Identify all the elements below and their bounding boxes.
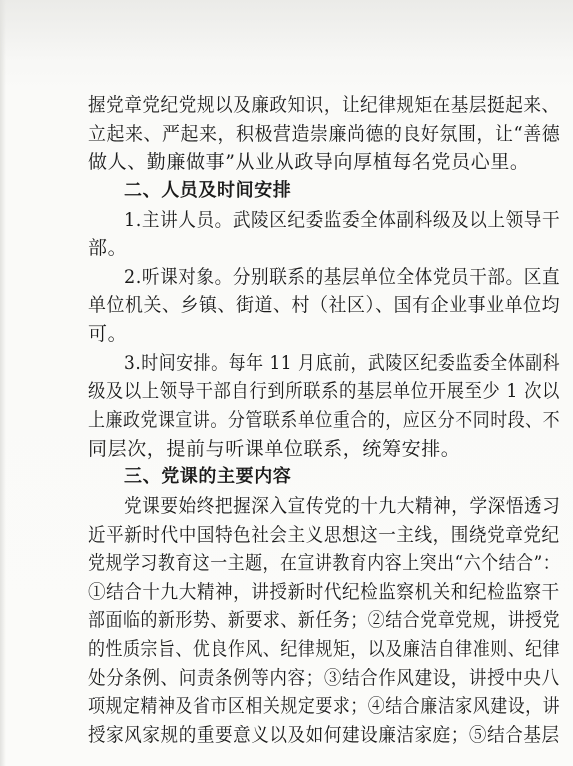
paragraph-line: 级及以上领导干部自行到所联系的基层单位开展至少 1 次以	[88, 380, 560, 402]
paragraph-line: 同层次，提前与听课单位联系，统筹安排。	[88, 438, 461, 460]
paragraph-line: 党规学习教育这一主题，在宣讲教育内容上突出“六个结合”：	[88, 552, 561, 574]
paragraph-line: 的性质宗旨、优良作风、纪律规矩，以及廉洁自律准则、纪律	[88, 638, 561, 660]
paragraph-line: 单位机关、乡镇、街道、村（社区）、国有企业事业单位均	[88, 294, 561, 316]
paragraph-line: 处分条例、问责条例等内容；③结合作风建设，讲授中央八	[88, 667, 560, 689]
paragraph-line: 部。	[88, 237, 128, 259]
paragraph-line: 部面临的新形势、新要求、新任务；②结合党章党规，讲授党	[88, 609, 561, 631]
paragraph-line: 项规定精神及省市区相关规定要求；④结合廉洁家风建设，讲	[88, 695, 561, 717]
paragraph-line: 授家风家规的重要意义以及如何建设廉洁家庭；⑤结合基层	[88, 724, 560, 746]
paragraph-line: ①结合十九大精神，讲授新时代纪检监察机关和纪检监察干	[88, 581, 560, 603]
paragraph-line: 做人、勤廉做事”从业从政导向厚植每名党员心里。	[88, 151, 530, 173]
paragraph-line: 党课要始终把握深入宣传党的十九大精神，学深悟透习	[124, 495, 561, 517]
paragraph-line: 3.时间安排。每年 11 月底前，武陵区纪委监委全体副科	[124, 352, 561, 374]
paragraph-line: 2.听课对象。分别联系的基层单位全体党员干部。区直	[124, 266, 561, 288]
section-heading: 三、党课的主要内容	[124, 466, 292, 487]
paragraph-line: 可。	[88, 323, 128, 345]
paragraph-line: 近平新时代中国特色社会主义思想这一主线，围绕党章党纪	[88, 524, 560, 546]
scan-shadow	[0, 0, 573, 60]
paragraph-line: 立起来、严起来，积极营造崇廉尚德的良好氛围，让“善德	[88, 123, 561, 145]
section-heading: 二、人员及时间安排	[124, 180, 292, 201]
paragraph-line: 1.主讲人员。武陵区纪委监委全体副科级及以上领导干	[124, 209, 561, 231]
paragraph-line: 上廉政党课宣讲。分管联系单位重合的，应区分不同时段、不	[88, 409, 561, 431]
page-edge	[0, 0, 6, 766]
paragraph-line: 握党章党纪党规以及廉政知识，让纪律规矩在基层挺起来、	[88, 94, 560, 116]
